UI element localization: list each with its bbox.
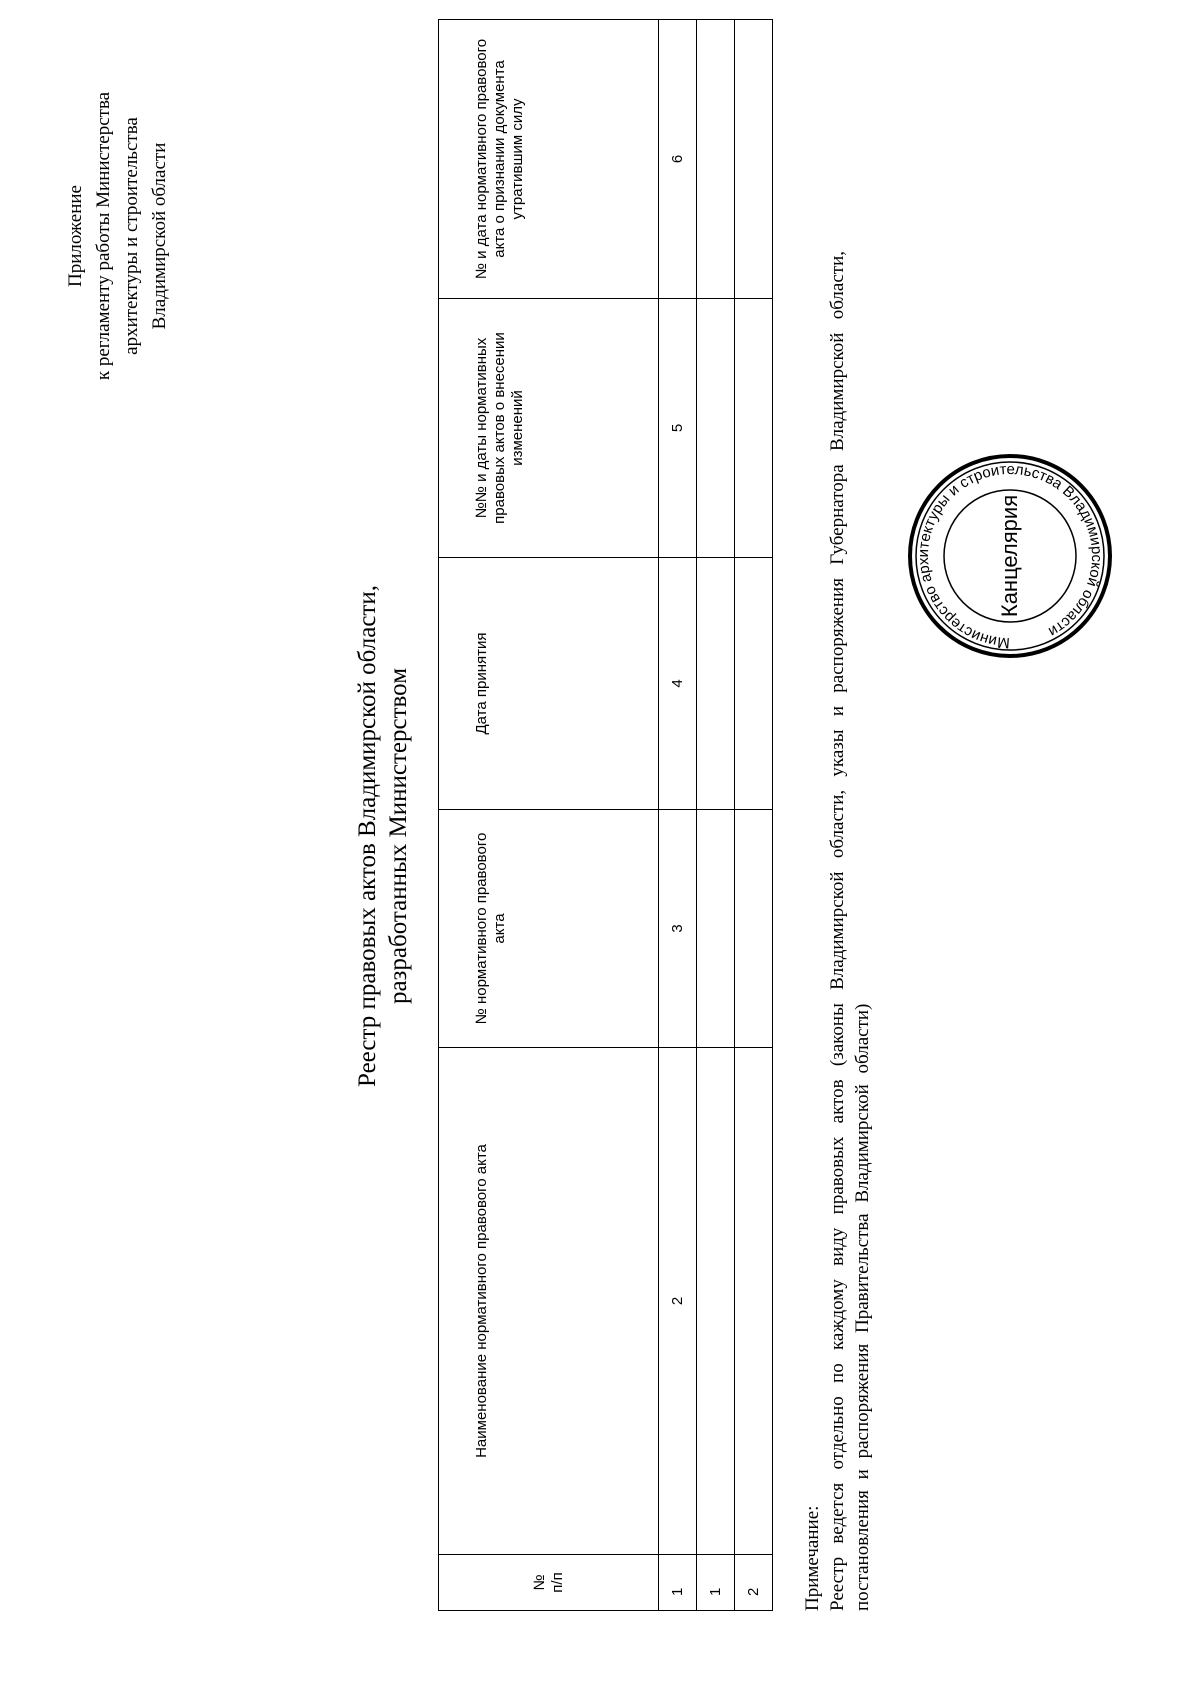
document-title [352, 451, 414, 1221]
seal-center-text: Канцелярия [997, 494, 1022, 618]
table-cell: 1 [697, 1555, 735, 1611]
column-number-cell: 6 [659, 20, 697, 299]
header-cell-repeal: № и дата нормативного правового акта о признании документа утратившим силу [439, 20, 659, 299]
seal-graphic [905, 451, 1115, 661]
footnote [800, 251, 875, 1611]
table-cell [697, 558, 735, 810]
column-number-row [659, 20, 697, 1611]
table-cell [735, 558, 773, 810]
title-line-2: разработанных Министерством [385, 667, 412, 1005]
table-cell: 2 [735, 1555, 773, 1611]
appendix-header [62, 71, 174, 401]
table-cell [735, 20, 773, 299]
office-seal [905, 451, 1115, 661]
seal-ring-text: Министерство архитектуры и строительства Владимирской области [914, 460, 1106, 652]
table-row [735, 20, 773, 1611]
footnote-body: Реестр ведется отдельно по каждому виду правовых актов (законы Владимирской области, указы и распоряжения Губернатора Владимирской области, постановления и распоряжения Правительства Владимирской области) [827, 251, 873, 1611]
column-number-cell: 1 [659, 1555, 697, 1611]
table-cell [735, 299, 773, 558]
table-cell [697, 810, 735, 1048]
table-row [697, 20, 735, 1611]
header-cell-act-number: № нормативного правового акта [439, 810, 659, 1048]
footnote-label: Примечание: [802, 1505, 823, 1611]
column-number-cell: 5 [659, 299, 697, 558]
header-cell-amendments: №№ и даты нормативных правовых актов о внесении изменений [439, 299, 659, 558]
registry-table [438, 19, 773, 1611]
title-line-1: Реестр правовых актов Владимирской области, [354, 585, 381, 1087]
column-number-cell: 3 [659, 810, 697, 1048]
table-cell [735, 810, 773, 1048]
header-cell-act-name: Наименование нормативного правового акта [439, 1048, 659, 1555]
column-number-cell: 2 [659, 1048, 697, 1555]
appendix-line-3: архитектуры и строительства [121, 117, 142, 355]
table-cell [735, 1048, 773, 1555]
appendix-line-1: Приложение [65, 185, 86, 287]
table-cell [697, 299, 735, 558]
table-header-row [439, 20, 659, 1611]
header-cell-number: № п/п [439, 1555, 659, 1611]
appendix-line-4: Владимирской области [149, 142, 170, 330]
header-cell-adoption-date: Дата принятия [439, 558, 659, 810]
table-cell [697, 20, 735, 299]
table-cell [697, 1048, 735, 1555]
column-number-cell: 4 [659, 558, 697, 810]
appendix-line-2: к регламенту работы Министерства [93, 91, 114, 381]
